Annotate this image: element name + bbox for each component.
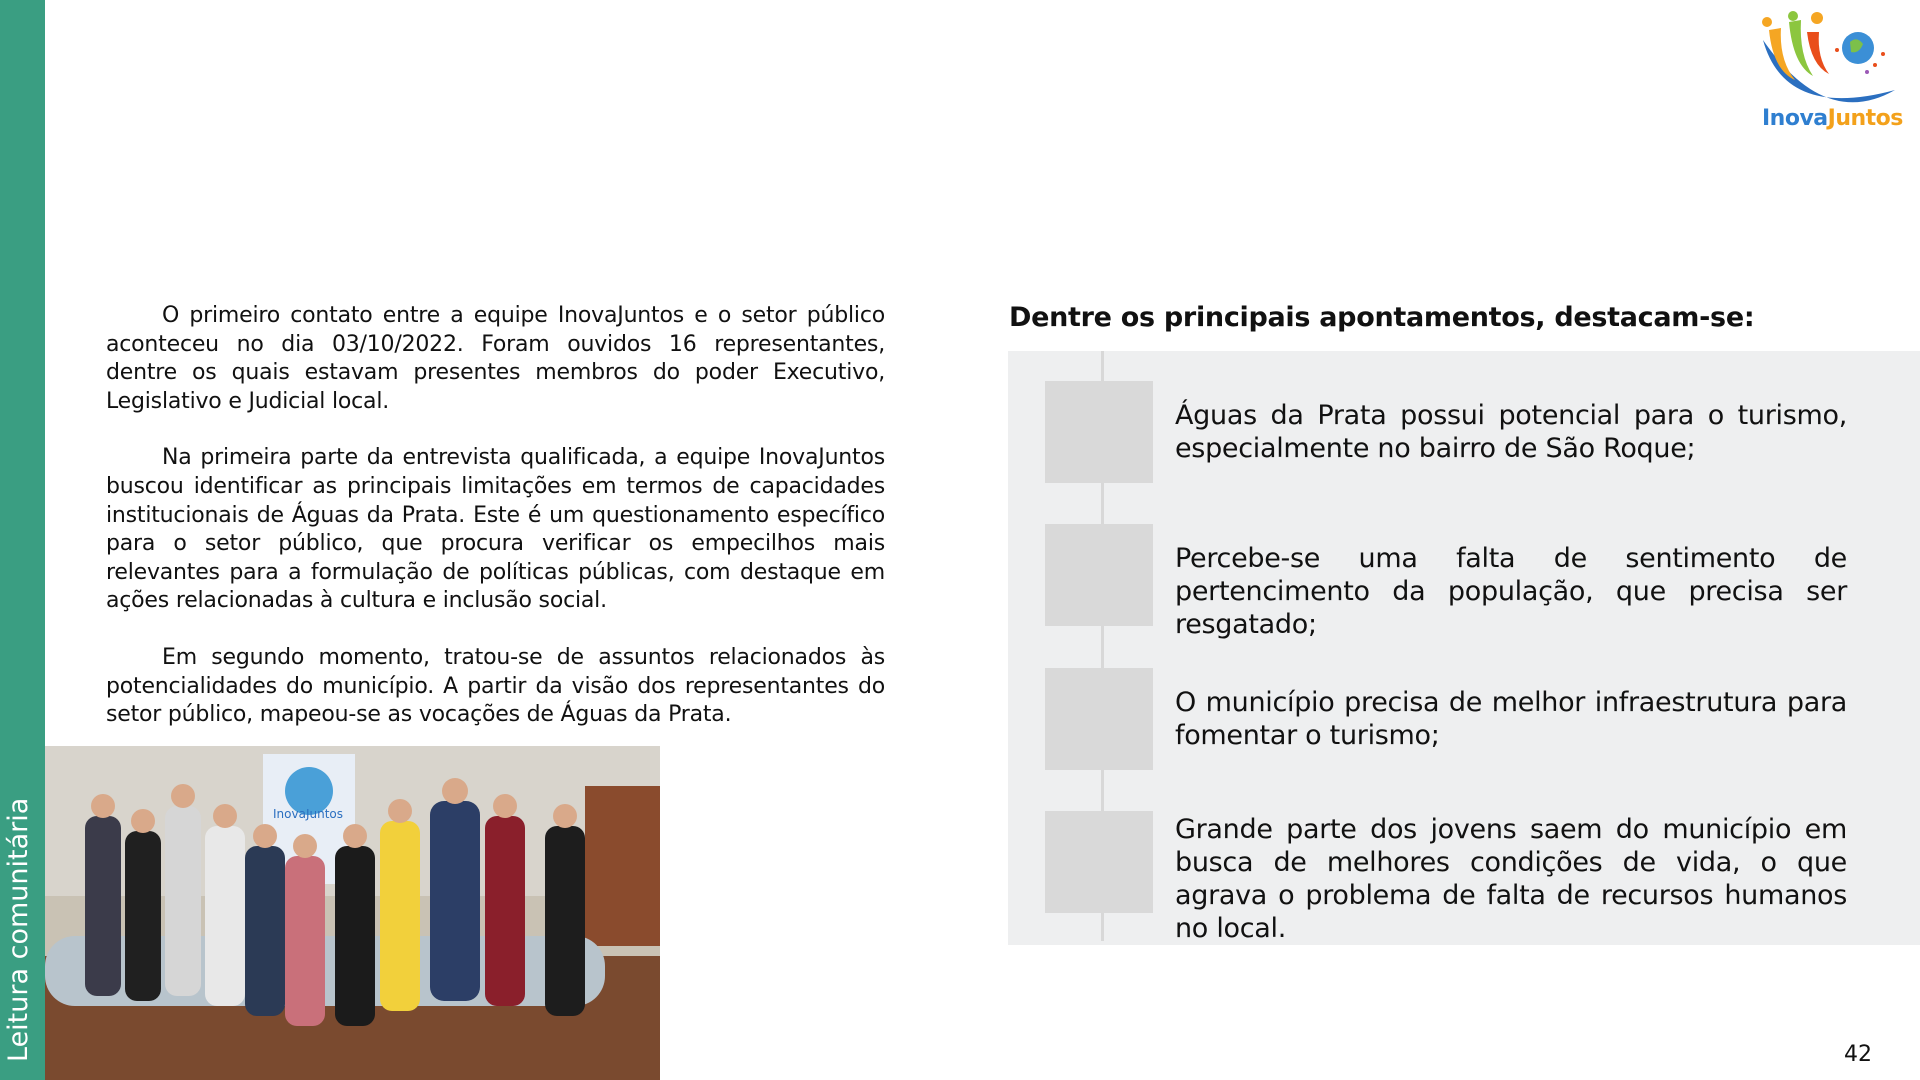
banner-text: InovaJuntos bbox=[273, 807, 343, 821]
highlight-item: Percebe-se uma falta de sentimento de pertencimento da população, que precisa ser resgatado; bbox=[1175, 543, 1847, 640]
highlights-title: Dentre os principais apontamentos, destacam-se: bbox=[1009, 302, 1755, 333]
highlight-item: Águas da Prata possui potencial para o turismo, especialmente no bairro de São Roque; bbox=[1175, 400, 1847, 464]
group-photo bbox=[45, 746, 660, 1080]
highlight-item: O município precisa de melhor infraestrutura para fomentar o turismo; bbox=[1175, 687, 1847, 751]
section-label: Leitura comunitária bbox=[3, 797, 34, 1062]
paragraph: O primeiro contato entre a equipe InovaJuntos e o setor público aconteceu no dia 03/10/2022. Foram ouvidos 16 representantes, dentre os quais estavam presentes membros do poder Executivo, Legislativo e Judicial local. bbox=[106, 303, 885, 414]
intro-text bbox=[106, 302, 885, 758]
paragraph: Em segundo momento, tratou-se de assuntos relacionados às potencialidades do município. A partir da visão dos representantes do setor público, mapeou-se as vocações de Águas da Prata. bbox=[106, 644, 885, 728]
timeline-marker bbox=[1045, 381, 1153, 483]
timeline-marker bbox=[1045, 668, 1153, 770]
highlight-item: Grande parte dos jovens saem do município em busca de melhores condições de vida, o que agrava o problema de falta de recursos humanos no local. bbox=[1175, 814, 1847, 944]
page-number: 42 bbox=[1844, 1042, 1872, 1067]
paragraph: Na primeira parte da entrevista qualificada, a equipe InovaJuntos buscou identificar as principais limitações em termos de capacidades institucionais de Águas da Prata. Este é um questionamento específico para o setor público, que procura verificar os empecilhos mais relevantes para a formulação de políticas públicas, com destaque em ações relacionadas à cultura e inclusão social. bbox=[106, 445, 885, 614]
timeline-marker bbox=[1045, 811, 1153, 913]
timeline-marker bbox=[1045, 524, 1153, 626]
logo-wordmark: InovaJuntos bbox=[1762, 106, 1903, 131]
